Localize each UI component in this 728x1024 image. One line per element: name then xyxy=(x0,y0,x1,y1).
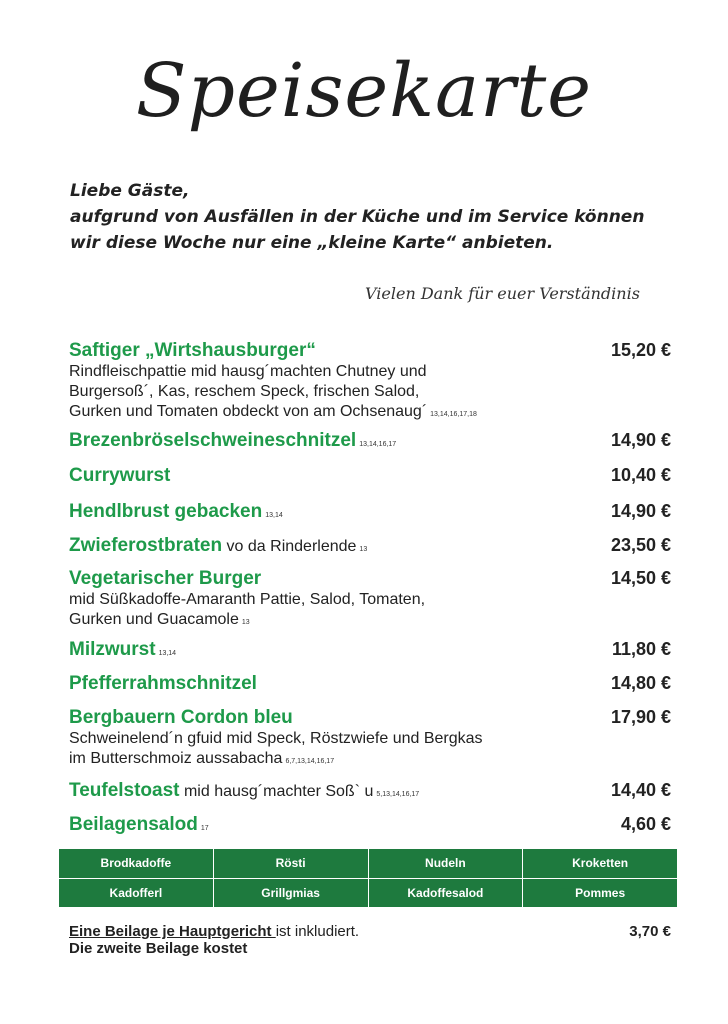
menu-item-brezenschnitzel xyxy=(69,430,671,452)
page-title: Speisekarte xyxy=(135,48,593,134)
side-cell: Pommes xyxy=(523,879,677,908)
item-name: Brezenbröselschweineschnitzel xyxy=(69,430,357,451)
item-price: 14,50 € xyxy=(610,568,671,588)
side-cell: Nudeln xyxy=(369,849,523,878)
item-suffix: mid hausg´machter Soß` u xyxy=(183,783,374,800)
notice-line: Liebe Gäste, xyxy=(70,181,190,201)
side-cell: Brodkadoffe xyxy=(59,849,213,878)
footer-price: 3,70 € xyxy=(629,923,671,940)
item-price: 15,20 € xyxy=(610,340,671,360)
menu-item-currywurst xyxy=(69,465,671,487)
side-cell: Grillgmias xyxy=(214,879,368,908)
item-name: Teufelstoast xyxy=(69,780,180,801)
menu-item-vegetarischer-burger xyxy=(69,568,671,633)
menu-item-hendlbrust xyxy=(69,501,671,523)
item-description xyxy=(69,729,671,772)
footer-line2: Die zweite Beilage kostet xyxy=(69,940,248,957)
sides-table xyxy=(59,849,677,907)
allergen-codes: 17 xyxy=(200,825,209,832)
allergen-codes: 13,14 xyxy=(158,650,177,657)
item-name: Milzwurst xyxy=(69,639,156,660)
menu-item-zwieferostbraten xyxy=(69,535,671,557)
menu-item-beilagensalod xyxy=(69,814,671,836)
item-name: Zwieferostbraten xyxy=(69,535,223,556)
allergen-codes: 5,13,14,16,17 xyxy=(376,791,420,798)
desc-line: Gurken und Tomaten obdeckt von am Ochsenaug´ 13,14,16,17,18 xyxy=(69,403,477,420)
footer-underlined: Eine Beilage je Hauptgericht xyxy=(69,923,276,940)
thanks-note: Vielen Dank für euer Verständinis xyxy=(365,284,640,303)
menu-item-pfefferrahmschnitzel xyxy=(69,673,671,695)
item-name: Bergbauern Cordon bleu xyxy=(69,707,293,728)
item-price: 11,80 € xyxy=(611,639,671,659)
desc-line: Schweinelend´n gfuid mid Speck, Röstzwiefe und Bergkas xyxy=(69,730,483,747)
footer-note xyxy=(69,923,671,957)
side-cell: Rösti xyxy=(214,849,368,878)
allergen-codes: 13,14 xyxy=(265,512,283,519)
item-price: 14,90 € xyxy=(610,501,671,521)
notice-text xyxy=(70,178,670,256)
allergen-codes: 13 xyxy=(241,619,250,626)
item-name: Currywurst xyxy=(69,465,171,486)
item-name: Vegetarischer Burger xyxy=(69,568,262,589)
desc-line: Burgersoß´, Kas, reschem Speck, frischen Salod, xyxy=(69,383,420,400)
desc-line: Gurken und Guacamole 13 xyxy=(69,611,250,628)
item-price: 14,80 € xyxy=(610,673,671,693)
item-price: 23,50 € xyxy=(610,535,671,555)
item-price: 4,60 € xyxy=(620,814,671,834)
item-price: 10,40 € xyxy=(610,465,671,485)
menu-item-milzwurst xyxy=(69,639,671,661)
allergen-codes: 13,14,16,17,18 xyxy=(430,411,477,418)
allergen-codes: 13 xyxy=(359,546,368,553)
notice-line: wir diese Woche nur eine „kleine Karte“ anbieten. xyxy=(70,233,554,253)
item-suffix: vo da Rinderlende xyxy=(226,538,357,555)
desc-line: Rindfleischpattie mid hausg´machten Chutney und xyxy=(69,363,427,380)
item-name: Beilagensalod xyxy=(69,814,198,835)
item-name: Pfefferrahmschnitzel xyxy=(69,673,257,694)
menu-item-teufelstoast xyxy=(69,780,671,802)
allergen-codes: 13,14,16,17 xyxy=(359,441,397,448)
item-description xyxy=(69,590,671,633)
allergen-codes: 6,7,13,14,16,17 xyxy=(285,758,335,765)
desc-line: im Butterschmoiz aussabacha 6,7,13,14,16,17 xyxy=(69,750,335,767)
side-cell: Kadofferl xyxy=(59,879,213,908)
item-name: Saftiger „Wirtshausburger“ xyxy=(69,340,316,361)
menu-item-wirtshausburger xyxy=(69,340,671,425)
item-price: 17,90 € xyxy=(610,707,671,727)
footer-rest: ist inkludiert. xyxy=(275,923,360,940)
item-price: 14,40 € xyxy=(610,780,671,800)
desc-line: mid Süßkadoffe-Amaranth Pattie, Salod, Tomaten, xyxy=(69,591,426,608)
item-price: 14,90 € xyxy=(610,430,671,450)
menu-item-cordon-bleu xyxy=(69,707,671,772)
notice-line: aufgrund von Ausfällen in der Küche und im Service können xyxy=(70,207,645,227)
side-cell: Kadoffesalod xyxy=(369,879,523,908)
item-name: Hendlbrust gebacken xyxy=(69,501,263,522)
item-description xyxy=(69,362,671,425)
side-cell: Kroketten xyxy=(523,849,677,878)
